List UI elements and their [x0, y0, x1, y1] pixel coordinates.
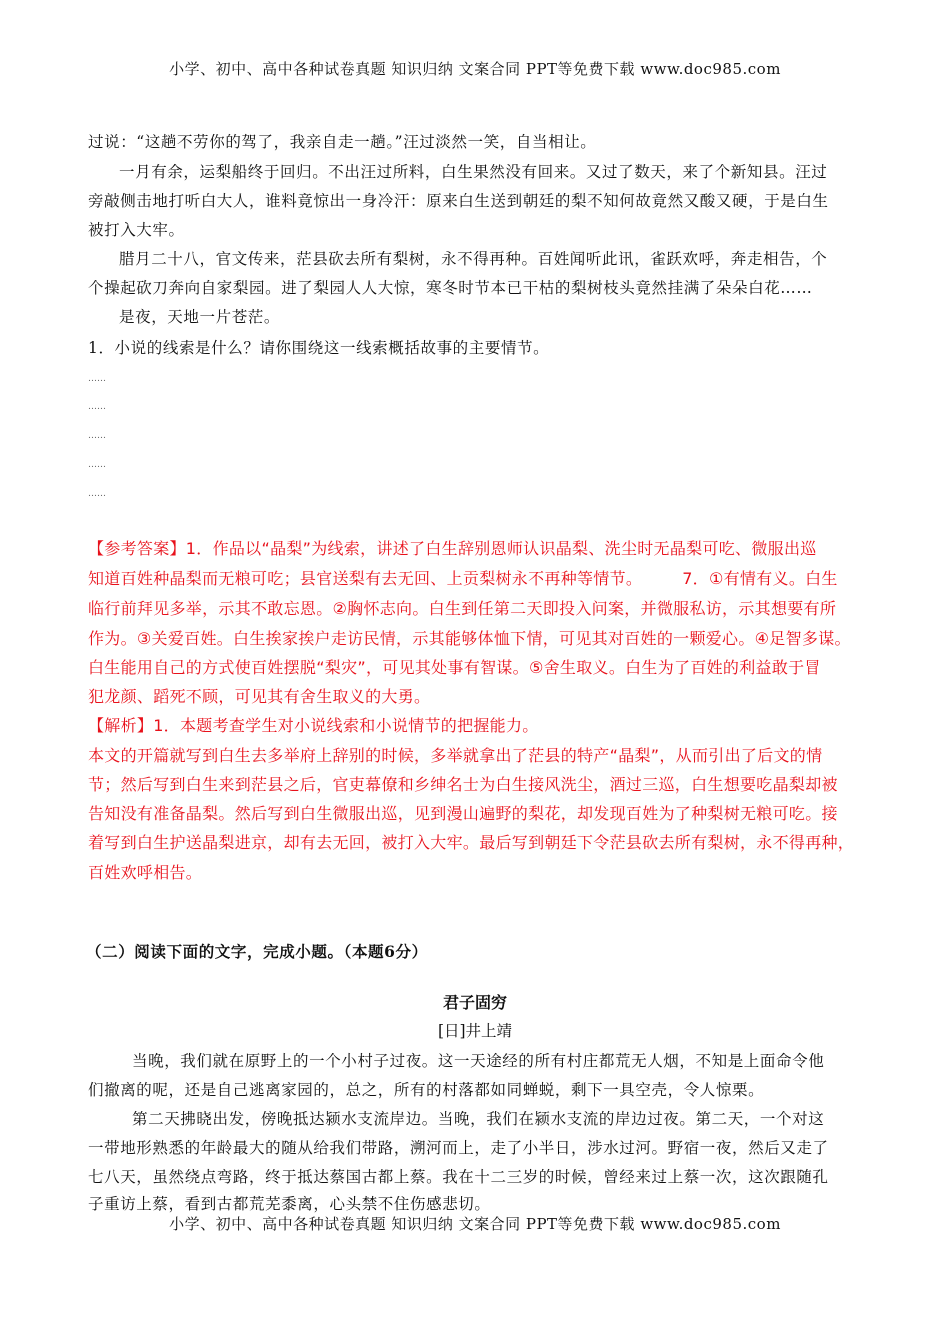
- story2-line: 一带地形熟悉的年龄最大的随从给我们带路，溯河而上，走了小半日，涉水过河。野宿一夜，然后又走了: [88, 1139, 829, 1157]
- question-1: 1．小说的线索是什么？请你围绕这一线索概括故事的主要情节。: [88, 339, 550, 357]
- story-line: 过说：“这趟不劳你的驾了，我亲自走一趟。”汪过淡然一笑，自当相让。: [88, 133, 597, 151]
- page-footer: 小学、初中、高中各种试卷真题 知识归纳 文案合同 PPT等免费下载 www.doc985.com: [169, 1215, 781, 1233]
- page-header: 小学、初中、高中各种试卷真题 知识归纳 文案合同 PPT等免费下载 www.doc985.com: [169, 60, 781, 78]
- story-line: 旁敲侧击地打听白大人，谁料竟惊出一身冷汗：原来白生送到朝廷的梨不知何故竟然又酸又硬，于是白生: [88, 192, 829, 210]
- answer-blank-line[interactable]: ……: [88, 431, 106, 441]
- story-line: 是夜，天地一片苍茫。: [119, 308, 281, 326]
- answer-line: 白生能用自己的方式使百姓摆脱“梨灾”，可见其处事有智谋。⑤舍生取义。白生为了百姓的利益敢于冒: [88, 658, 821, 677]
- story2-line: 们撤离的呢，还是自己逃离家园的，总之，所有的村落都如同蝉蜕，剩下一具空壳，令人惊栗。: [88, 1081, 765, 1099]
- analysis-line: 百姓欢呼相告。: [88, 863, 203, 882]
- answer-line: 犯龙颜、蹈死不顾，可见其有舍生取义的大勇。: [88, 687, 431, 706]
- answer-blank-line[interactable]: ……: [88, 489, 106, 499]
- analysis-line: 节；然后写到白生来到茫县之后，官吏幕僚和乡绅名士为白生接风洗尘，酒过三巡，白生想要吃晶梨却被: [88, 775, 838, 794]
- story-line: 腊月二十八，官文传来，茫县砍去所有梨树，永不得再种。百姓闻听此讯，雀跃欢呼，奔走相告，个: [119, 250, 828, 268]
- analysis-line: 着写到白生护送晶梨进京，却有去无回，被打入大牢。最后写到朝廷下令茫县砍去所有梨树，永不得再种，: [88, 833, 855, 852]
- story2-line: 子重访上蔡，看到古都荒芜黍离，心头禁不住伤感悲切。: [88, 1195, 491, 1213]
- story-author: [日]井上靖: [437, 1022, 513, 1040]
- analysis-line: 告知没有准备晶梨。然后写到白生微服出巡，见到漫山遍野的梨花，却发现百姓为了种梨树无粮可吃。接: [88, 804, 838, 823]
- section-heading: （二）阅读下面的文字，完成小题。（本题6分）: [86, 942, 428, 961]
- answer-blank-line[interactable]: ……: [88, 460, 106, 470]
- answer-line: 作为。③关爱百姓。白生挨家挨户走访民情，示其能够体恤下情，可见其对百姓的一颗爱心。④足智多谋。: [88, 629, 851, 648]
- answer-blank-line[interactable]: ……: [88, 402, 106, 412]
- story-line: 被打入大牢。: [88, 221, 185, 239]
- story2-line: 当晚，我们就在原野上的一个小村子过夜。这一天途经的所有村庄都荒无人烟，不知是上面命令他: [132, 1052, 825, 1070]
- story-line: 一月有余，运梨船终于回归。不出汪过所料，白生果然没有回来。又过了数天，来了个新知县。汪过: [119, 163, 828, 181]
- answer-line: 【参考答案】1．作品以“晶梨”为线索，讲述了白生辞别恩师认识晶梨、洗尘时无晶梨可吃、微服出巡: [88, 539, 817, 558]
- story-title: 君子固穷: [442, 993, 507, 1012]
- answer-line: 临行前拜见多举，示其不敢忘恩。②胸怀志向。白生到任第二天即投入问案，并微服私访，示其想要有所: [88, 599, 837, 618]
- analysis-line: 本文的开篇就写到白生去多举府上辞别的时候，多举就拿出了茫县的特产“晶梨”，从而引出了后文的情: [88, 746, 823, 765]
- answer-line: 知道百姓种晶梨而无粮可吃；县官送梨有去无回、上贡梨树永不再种等情节。 7．①有情有义。白生: [88, 569, 838, 588]
- story2-line: 七八天，虽然绕点弯路，终于抵达蔡国古都上蔡。我在十二三岁的时候，曾经来过上蔡一次，这次跟随孔: [88, 1168, 829, 1186]
- analysis-line: 【解析】1．本题考查学生对小说线索和小说情节的把握能力。: [88, 716, 539, 735]
- answer-blank-line[interactable]: ……: [88, 374, 106, 384]
- story-line: 个操起砍刀奔向自家梨园。进了梨园人人大惊，寒冬时节本已干枯的梨树枝头竟然挂满了朵朵白花……: [88, 279, 813, 297]
- story2-line: 第二天拂晓出发，傍晚抵达颍水支流岸边。当晚，我们在颍水支流的岸边过夜。第二天，一个对这: [132, 1110, 825, 1128]
